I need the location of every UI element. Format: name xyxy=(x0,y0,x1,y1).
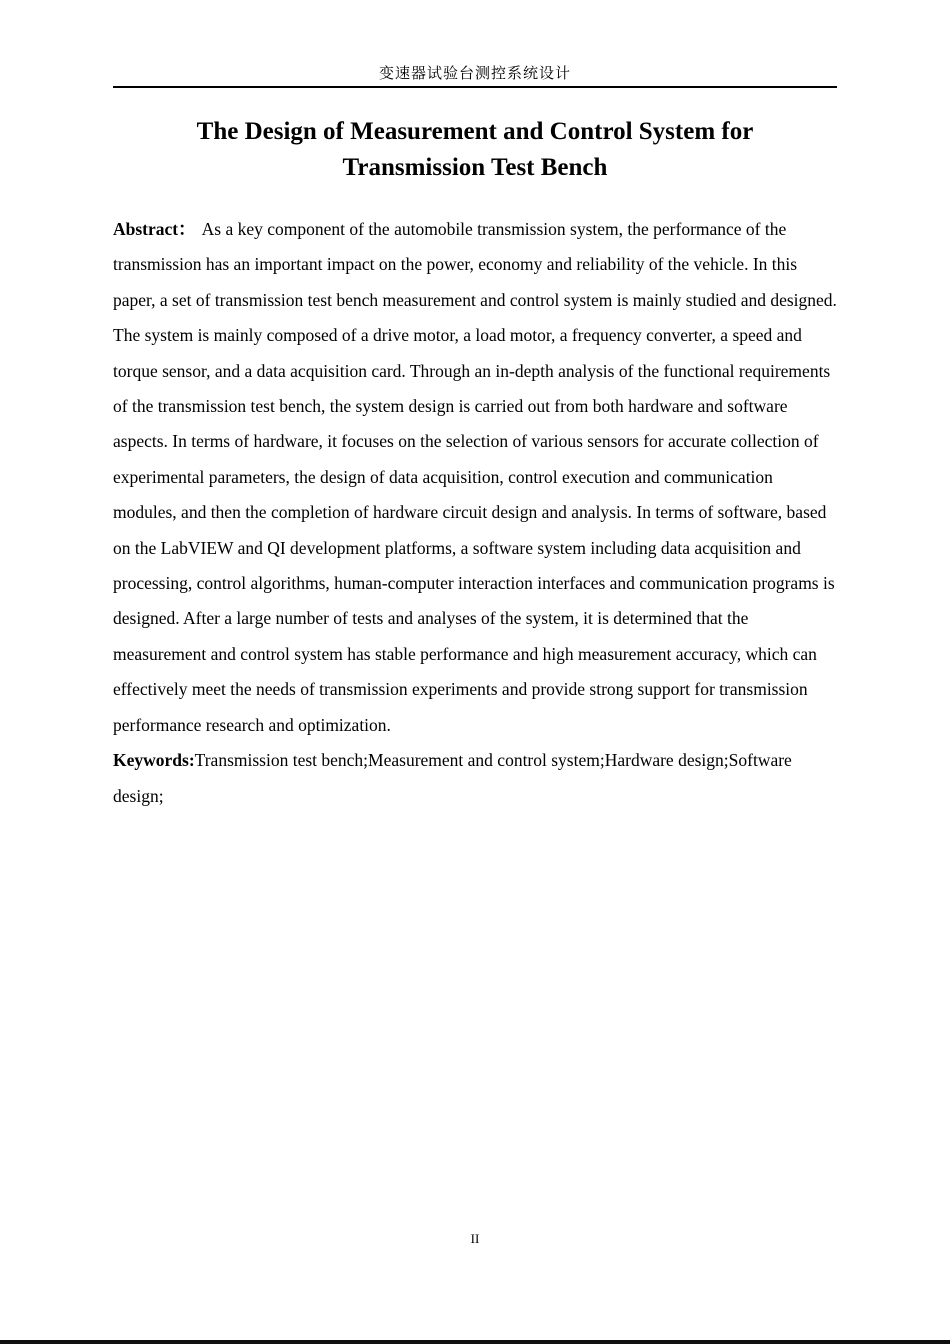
abstract-text: As a key component of the automobile transmission system, the performance of the transmission has an important impact on the power, economy and reliability of the vehicle. In this paper, a set of transmission test bench measurement and control system is mainly studied and designed. The system is mainly composed of a drive motor, a load motor, a frequency converter, a speed and torque sensor, and a data acquisition card. Through an in-depth analysis of the functional requirements of the transmission test bench, the system design is carried out from both hardware and software aspects. In terms of hardware, it focuses on the selection of various sensors for accurate collection of experimental parameters, the design of data acquisition, control execution and communication modules, and then the completion of hardware circuit design and analysis. In terms of software, based on the LabVIEW and QI development platforms, a software system including data acquisition and processing, control algorithms, human-computer interaction interfaces and communication programs is designed. After a large number of tests and analyses of the system, it is determined that the measurement and control system has stable performance and high measurement accuracy, which can effectively meet the needs of transmission experiments and provide strong support for transmission performance research and optimization. xyxy=(113,219,837,735)
abstract-paragraph xyxy=(113,212,837,743)
abstract-label: Abstract： xyxy=(113,219,196,239)
header-rule xyxy=(113,86,837,88)
document-body xyxy=(113,212,837,814)
keywords-text: Transmission test bench;Measurement and control system;Hardware design;Software design; xyxy=(113,750,792,806)
window-bottom-edge xyxy=(0,1340,950,1344)
keywords-paragraph xyxy=(113,743,837,814)
running-header: 变速器试验台测控系统设计 xyxy=(378,66,571,82)
document-title xyxy=(125,114,825,186)
keywords-label: Keywords: xyxy=(113,750,195,771)
document-title-text: The Design of Measurement and Control System for Transmission Test Bench xyxy=(196,118,754,181)
page-number: II xyxy=(470,1231,480,1246)
